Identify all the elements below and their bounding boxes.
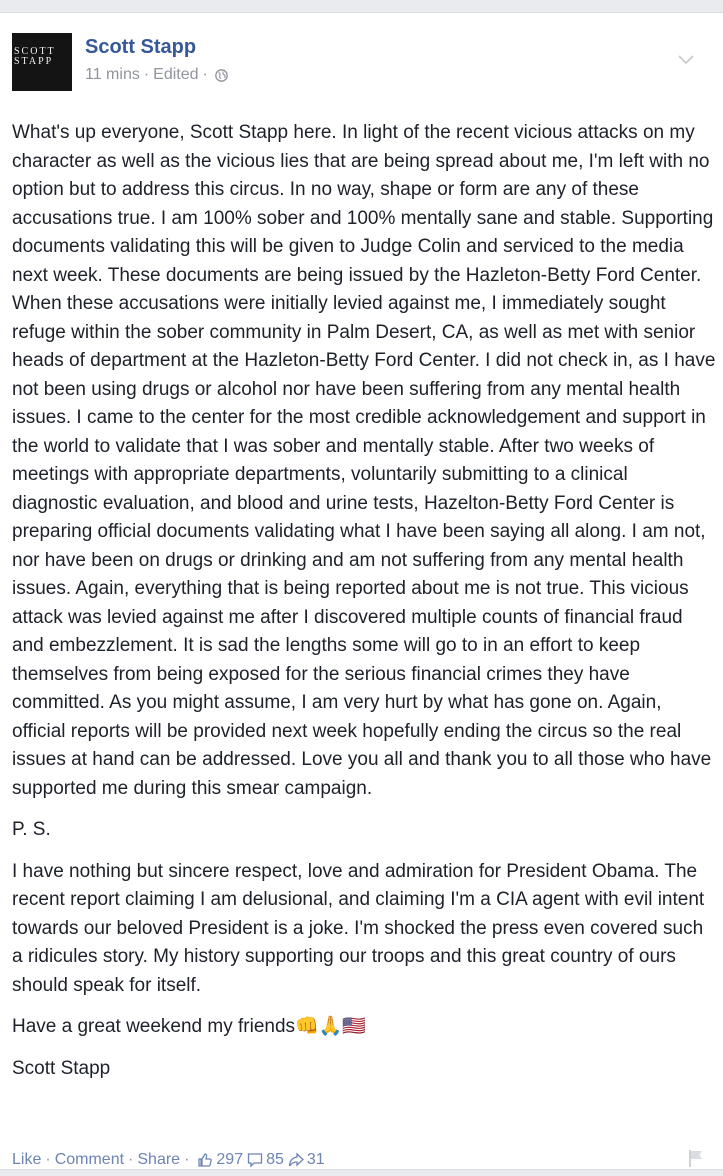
meta-separator: · — [202, 66, 208, 83]
comments-count[interactable] — [247, 1151, 284, 1169]
post-paragraph: Have a great weekend my friends👊🙏🇺🇸 — [12, 1016, 367, 1037]
globe-icon[interactable] — [215, 69, 228, 82]
flag-icon[interactable] — [686, 1148, 706, 1168]
edited-label[interactable]: Edited — [153, 66, 199, 83]
post-time[interactable]: 11 mins — [85, 66, 140, 83]
author-name[interactable]: Scott Stapp — [85, 36, 197, 58]
post-paragraph: P. S. — [12, 819, 51, 840]
post-card — [0, 12, 723, 1170]
meta-separator: · — [143, 66, 150, 83]
avatar-text-line2: STAPP — [14, 56, 54, 67]
share-arrow-icon — [288, 1152, 304, 1168]
likes-count[interactable] — [197, 1151, 243, 1169]
post-actions — [12, 1148, 712, 1172]
thumbs-up-icon — [197, 1152, 213, 1168]
avatar[interactable] — [12, 33, 72, 91]
post-body — [12, 119, 718, 1096]
share-button[interactable]: Share — [137, 1151, 181, 1168]
shares-count[interactable] — [288, 1151, 325, 1169]
post-header — [12, 33, 702, 89]
post-paragraph: What's up everyone, Scott Stapp here. In light of the recent vicious attacks on my character as well as the vicious lies that are being spread about me, I'm left with no option but to address this circus. In no way, shape or form are any of these accusations true. I am 100% sober and 100% mentally sane and stable. Supporting documents validating this will be given to Judge Colin and serviced to the media next week. These documents are being issued by the Hazleton-Betty Ford Center. When these accusations were initially levied against me, I immediately sought refuge within the sober community in Palm Desert, CA, as well as met with senior heads of department at the Hazleton-Betty Ford Center. I did not check in, as I have not been using drugs or alcohol nor have been suffering from any mental health issues. I came to the center for the most credible acknowledgement and support in the world to validate that I was sober and mentally stable. After two weeks of meetings with appropriate departments, voluntarily submitting to a clinical diagnostic evaluation, and blood and urine tests, Hazelton-Betty Ford Center is preparing official documents validating what I have been saying all along. I am not, nor have been on drugs or drinking and am not suffering from any mental health issues. Again, everything that is being reported about me is not true. This vicious attack was levied against me after I discovered multiple counts of financial fraud and embezzlement. It is sad the lengths some will go to in an effort to keep themselves from being exposed for the serious financial crimes they have committed. As you might assume, I am very hurt by what has gone on. Again, official reports will be provided next week hopefully ending the circus so the real issues at hand can be addressed. Love you all and thank you to all those who have supported me during this smear campaign. — [12, 122, 716, 799]
avatar-text-line1: SCOTT — [14, 46, 56, 57]
action-separator: · — [184, 1151, 190, 1168]
comment-bubble-icon — [247, 1152, 263, 1168]
post-meta — [85, 66, 228, 84]
comment-button[interactable]: Comment — [54, 1151, 125, 1168]
chevron-down-icon[interactable] — [678, 55, 694, 65]
action-separator: · — [45, 1151, 51, 1168]
like-button[interactable]: Like — [12, 1151, 42, 1168]
post-paragraph: Scott Stapp — [12, 1057, 111, 1079]
shares-count-value: 31 — [306, 1151, 325, 1168]
comments-count-value: 85 — [266, 1151, 284, 1168]
post-paragraph: I have nothing but sincere respect, love and admiration for President Obama. The recent report claiming I am delusional, and claiming I'm a CIA agent with evil intent towards our beloved President is a joke. I'm shocked the press even covered such a ridicules story. My history supporting our troops and this great country of ours should speak for itself. — [12, 860, 705, 996]
likes-count-value: 297 — [216, 1151, 244, 1168]
action-separator: · — [128, 1151, 134, 1168]
